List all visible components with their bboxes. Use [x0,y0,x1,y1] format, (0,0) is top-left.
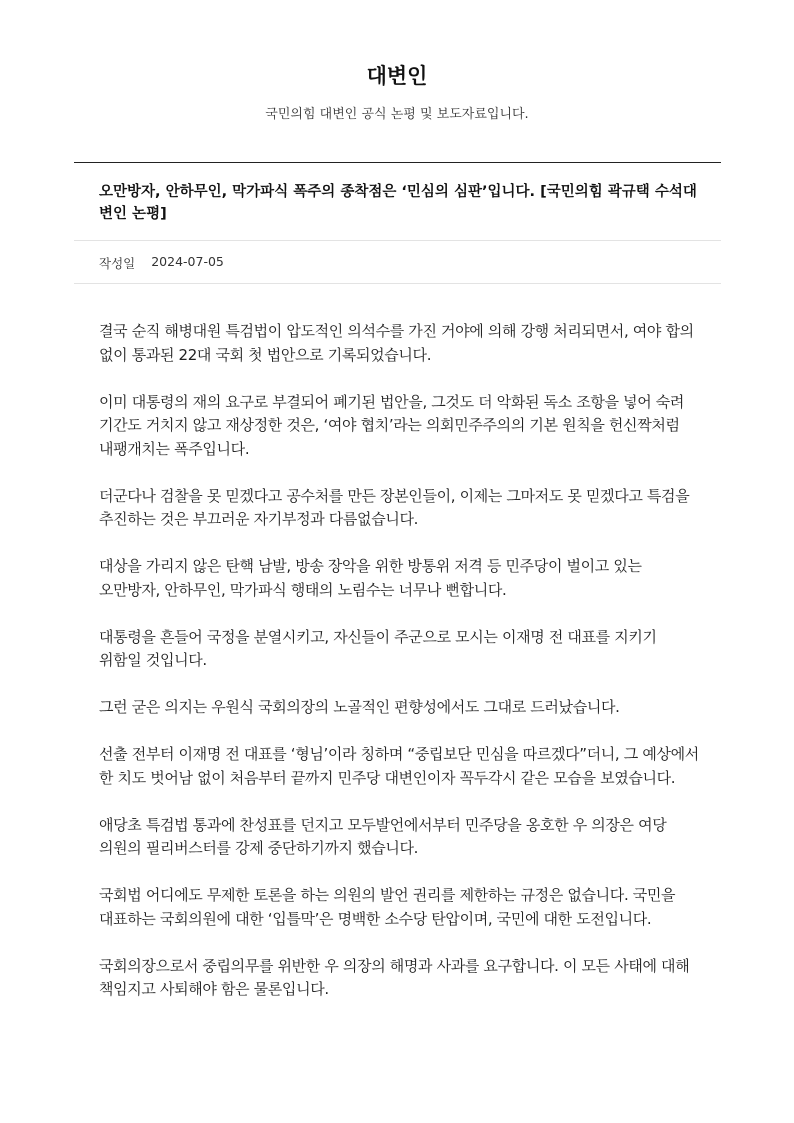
header-divider [74,162,721,163]
paragraph: 대상을 가리지 않은 탄핵 남발, 방송 장악을 위한 방통위 저격 등 민주당이 벌이고 있는 오만방자, 안하무인, 막가파식 행태의 노림수는 너무나 뻔합니다. [99,557,642,599]
article-meta [99,254,224,272]
date-label: 작성일 [99,256,136,271]
paragraph: 선출 전부터 이재명 전 대표를 ‘형님’이라 칭하며 “중립보단 민심을 따르겠다”더니, 그 예상에서 한 치도 벗어남 없이 처음부터 끝까지 민주당 대변인이자 꼭두각시 같은 모습을 보였습니다. [99,745,699,787]
paragraph: 대통령을 흔들어 국정을 분열시키고, 자신들이 주군으로 모시는 이재명 전 대표를 지키기 위함일 것입니다. [99,627,657,669]
site-title: 대변인 [366,64,428,88]
paragraph: 국회의장으로서 중립의무를 위반한 우 의장의 해명과 사과를 요구합니다. 이 모든 사태에 대해 책임지고 사퇴해야 함은 물론입니다. [99,956,690,998]
paragraph: 애당초 특검법 통과에 찬성표를 던지고 모두발언에서부터 민주당을 옹호한 우 의장은 여당 의원의 필리버스터를 강제 중단하기까지 했습니다. [99,815,667,857]
paragraph: 더군다나 검찰을 못 믿겠다고 공수처를 만든 장본인들이, 이제는 그마저도 못 믿겠다고 특검을 추진하는 것은 부끄러운 자기부정과 다름없습니다. [99,486,690,528]
paragraph: 결국 순직 해병대원 특검법이 압도적인 의석수를 가진 거야에 의해 강행 처리되면서, 여야 합의 없이 통과된 22대 국회 첫 법안으로 기록되었습니다. [99,322,694,364]
article-title: 오만방자, 안하무인, 막가파식 폭주의 종착점은 ‘민심의 심판’입니다. [국민의힘 곽규택 수석대변인 논평] [99,184,697,222]
site-subtitle: 국민의힘 대변인 공식 논평 및 보도자료입니다. [265,107,529,122]
paragraph: 그런 굳은 의지는 우원식 국회의장의 노골적인 편향성에서도 그대로 드러났습니다. [99,698,620,716]
paragraph: 국회법 어디에도 무제한 토론을 하는 의원의 발언 권리를 제한하는 규정은 없습니다. 국민을 대표하는 국회의원에 대한 ‘입틀막’은 명백한 소수당 탄압이며, 국민에 대한 도전입니다. [99,886,676,928]
paragraph: 이미 대통령의 재의 요구로 부결되어 폐기된 법안을, 그것도 더 악화된 독소 조항을 넣어 숙려 기간도 거치지 않고 재상정한 것은, ‘여야 협치’라는 의회민주주의의 기본 원칙을 헌신짝처럼 내팽개치는 폭주입니다. [99,392,685,458]
title-divider [74,240,721,241]
publish-date: 2024-07-05 [151,254,224,269]
article-body [99,320,699,1025]
meta-divider [74,283,721,284]
